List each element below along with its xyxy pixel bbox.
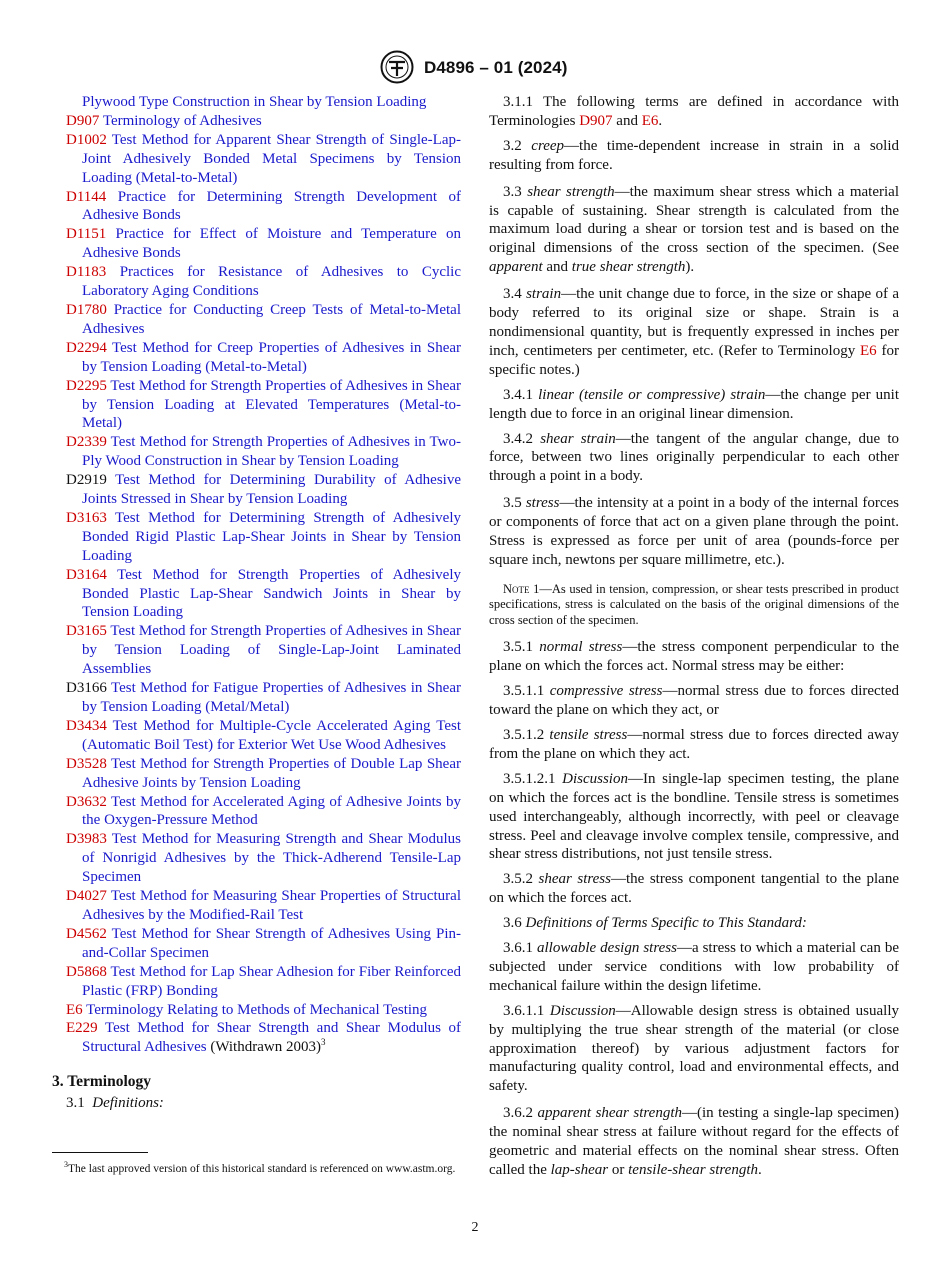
reference-title-link[interactable]: Test Method for Measuring Shear Properties of Structural Adhesives by the Modified-Rail Test [82, 888, 462, 923]
page-number: 2 [471, 1220, 479, 1235]
para-3-6-2: 3.6.2 apparent shear strength—(in testing a single-lap specimen) the nominal shear stress at failure without regard for the effects of geometric and material effects on the nominal shear stress. Often called the lap-shear or tensile-shear strength. [489, 1105, 900, 1178]
para-3-5-1-1: 3.5.1.1 compressive stress—normal stress due to forces directed toward the plane on which they act, or [489, 683, 900, 719]
reference-code-link[interactable]: D3983 [66, 831, 107, 848]
para-3-5-1-2-1: 3.5.1.2.1 Discussion—In single-lap specimen testing, the plane on which the forces act is the bondline. Tensile stress is sometimes used interchangeably, although incorrectly, with peel or cleavage stress. Peel and cleavage involve complex tensile, compressive, and shear stress distributions, not just tensile stress. [489, 770, 899, 863]
left-column [52, 93, 461, 1113]
para-3-5-2: 3.5.2 shear stress—the stress component tangential to the plane on which the forces act. [489, 871, 899, 907]
reference-item [52, 131, 461, 188]
reference-title-link[interactable]: Test Method for Determining Strength of Adhesively Bonded Rigid Plastic Lap-Shear Joints in Shear by Tension Loading [82, 509, 461, 564]
para-3-3: 3.3 shear strength—the maximum shear stress which a material is capable of sustaining. Shear strength is calculated from the maximum load during a shear or torsion test and is based on the original dimensions of the cross section of the specimen. (See apparent and true shear strength). [489, 183, 899, 276]
reference-code-link[interactable]: D1151 [66, 226, 107, 243]
reference-code-link[interactable]: D3163 [66, 509, 107, 526]
reference-title-link[interactable]: Practice for Effect of Moisture and Temperature on Adhesive Bonds [82, 226, 462, 262]
reference-title-link[interactable]: Test Method for Strength Properties of Adhesives in Shear by Tension Loading of Single-Lap-Joint Laminated Assemblies [82, 623, 462, 678]
reference-item [52, 1001, 461, 1020]
astm-logo-icon [380, 50, 414, 84]
reference-title-link[interactable]: Practice for Conducting Creep Tests of Metal-to-Metal Adhesives [82, 301, 461, 337]
para-3-5-1: 3.5.1 normal stress—the stress component perpendicular to the plane on which the forces act. Normal stress may be either: [489, 639, 899, 675]
reference-code-link[interactable]: D3434 [66, 717, 107, 734]
reference-item [52, 793, 461, 831]
reference-item [52, 93, 461, 112]
reference-item [52, 755, 461, 793]
reference-code-link[interactable]: D4027 [66, 888, 107, 905]
reference-code-link[interactable]: D5868 [66, 963, 107, 980]
reference-code-link[interactable]: D907 [66, 112, 100, 129]
reference-item [52, 339, 461, 377]
para-3-6-1-1: 3.6.1.1 Discussion—Allowable design stress is obtained usually by multiplying the true shear strength of the material (or close approximation thereof) by various adjustment factors for manufacturing quality control, load and environmental effects, and safety. [489, 1002, 899, 1095]
reference-item [52, 963, 461, 1001]
reference-title-link[interactable]: Test Method for Multiple-Cycle Accelerated Aging Test (Automatic Boil Test) for Exterior Wet Use Wood Adhesives [82, 717, 461, 753]
reference-item [52, 225, 461, 263]
reference-title-link[interactable]: Terminology Relating to Methods of Mechanical Testing [86, 1001, 428, 1018]
reference-code-link[interactable]: D3166 [66, 680, 107, 697]
reference-code-link[interactable]: D4562 [66, 925, 107, 942]
reference-code-link[interactable]: D3165 [66, 623, 107, 640]
reference-title-link[interactable]: Test Method for Measuring Strength and Shear Modulus of Nonrigid Adhesives by the Thick-Adherend Tensile-Lap Specimen [82, 831, 461, 886]
reference-code-link[interactable]: D1144 [66, 188, 107, 205]
link-e6[interactable]: E6 [641, 112, 659, 129]
link-e6-note[interactable]: E6 [860, 342, 877, 359]
reference-item [52, 112, 461, 131]
reference-code-link[interactable]: D2339 [66, 434, 107, 451]
reference-title-link[interactable]: Test Method for Lap Shear Adhesion for Fiber Reinforced Plastic (FRP) Bonding [82, 963, 461, 999]
reference-title-link[interactable]: Terminology of Adhesives [102, 112, 262, 129]
reference-item [52, 887, 461, 925]
reference-list [52, 93, 461, 1057]
reference-item [52, 717, 461, 755]
note-1: Note 1—As used in tension, compression, or shear tests prescribed in product specifications, stress is calculated on the basis of the original dimensions of the cross section of the specimen. [489, 581, 899, 627]
reference-code-link[interactable]: E229 [66, 1020, 98, 1037]
reference-code-link[interactable]: D3632 [66, 793, 107, 810]
reference-title-link[interactable]: Test Method for Shear Strength and Shear Modulus of Structural Adhesives [82, 1020, 462, 1056]
para-3-4-2: 3.4.2 shear strain—the tangent of the angular change, due to force, between two lines originally perpendicular to each other through a point in a body. [489, 430, 899, 485]
para-3-2: 3.2 creep—the time-dependent increase in strain in a solid resulting from force. [489, 137, 899, 173]
para-3-5: 3.5 stress—the intensity at a point in a body of the internal forces or components of force that act on a given plane through the point. Stress is expressed as force per unit of area (pounds-force per square inch, newtons per square millimetre, etc.). [489, 495, 899, 568]
reference-item [52, 509, 461, 566]
reference-title-link[interactable]: Test Method for Shear Strength of Adhesives Using Pin-and-Collar Specimen [82, 925, 461, 961]
reference-title-link[interactable]: Practice for Determining Strength Development of Adhesive Bonds [82, 188, 461, 224]
reference-item [52, 188, 461, 226]
reference-withdrawn-note: (Withdrawn 2003) [206, 1039, 321, 1056]
reference-title-link[interactable]: Test Method for Fatigue Properties of Adhesives in Shear by Tension Loading (Metal/Metal) [82, 680, 461, 715]
reference-code-link[interactable]: D1002 [66, 131, 107, 148]
reference-code-link[interactable]: D2294 [66, 339, 107, 356]
reference-item [52, 679, 461, 717]
footnote-divider [52, 1152, 148, 1153]
reference-title-link[interactable]: Test Method for Strength Properties of Double Lap Shear Adhesive Joints by Tension Loading [82, 755, 461, 791]
reference-code-link[interactable]: D1780 [66, 301, 107, 318]
reference-title-link[interactable]: Test Method for Apparent Shear Strength of Single-Lap-Joint Adhesively Bonded Metal Specimens by Tension Loading (Metal-to-Metal) [82, 131, 461, 186]
reference-title-link[interactable]: Test Method for Strength Properties of Adhesives in Shear by Tension Loading at Elevated Temperatures (Metal-to-Metal) [82, 377, 462, 432]
para-3-6: 3.6 Definitions of Terms Specific to This Standard: [503, 915, 807, 932]
reference-title-link[interactable]: Test Method for Creep Properties of Adhesives in Shear by Tension Loading (Metal-to-Metal) [82, 339, 462, 375]
para-3-5-1-2: 3.5.1.2 tensile stress—normal stress due to forces directed away from the plane on which they act. [489, 726, 899, 762]
para-3-4: 3.4 strain—the unit change due to force, in the size or shape of a body referred to its original size or shape. Strain is a nondimensional quantity, but is frequently expressed in inches per inch, centimeters per centimeter, etc. (Refer to Terminology E6 for specific notes.) [489, 286, 900, 378]
footnote: $^3$The last approved version of this historical standard is referenced on www.astm.org. [64, 1160, 456, 1175]
reference-item [52, 1019, 461, 1057]
para-3-1-1: 3.1.1 The following terms are defined in accordance with Terminologies D907 and E6. [489, 94, 899, 129]
definitions-intro: 3.1 Definitions: [66, 1095, 164, 1112]
reference-code-link[interactable]: D2919 [66, 472, 107, 489]
reference-item [52, 301, 461, 339]
page-header [0, 50, 950, 84]
reference-item [52, 377, 461, 434]
reference-code-link[interactable]: E6 [66, 1001, 83, 1018]
reference-title-link[interactable]: Plywood Type Construction in Shear by Tension Loading [82, 94, 427, 110]
reference-title-link[interactable]: Test Method for Determining Durability of Adhesive Joints Stressed in Shear by Tension Loading [82, 472, 461, 508]
reference-code-link[interactable]: D3528 [66, 755, 107, 772]
footnote-marker: 3 [320, 1037, 326, 1048]
reference-title-link[interactable]: Test Method for Strength Properties of Adhesively Bonded Plastic Lap-Shear Sandwich Joints in Shear by Tension Loading [82, 566, 461, 621]
link-d907[interactable]: D907 [579, 112, 613, 129]
para-3-4-1: 3.4.1 linear (tensile or compressive) strain—the change per unit length due to force in an original linear dimension. [489, 386, 900, 422]
reference-item [52, 433, 461, 471]
reference-item [52, 471, 461, 509]
reference-code-link[interactable]: D1183 [66, 264, 107, 281]
reference-title-link[interactable]: Practices for Resistance of Adhesives to Cyclic Laboratory Aging Conditions [82, 264, 461, 300]
reference-item [52, 830, 461, 887]
right-column [489, 93, 899, 1186]
reference-item [52, 622, 461, 679]
reference-item [52, 263, 461, 301]
reference-code-link[interactable]: D3164 [66, 566, 107, 583]
reference-title-link[interactable]: Test Method for Strength Properties of Adhesives in Two-Ply Wood Construction in Shear by Tension Loading [82, 434, 461, 470]
document-title: D4896 – 01 (2024) [424, 58, 568, 77]
para-3-6-1: 3.6.1 allowable design stress—a stress to which a material can be subjected under service conditions with low probability of mechanical failure within the design lifetime. [489, 940, 899, 994]
reference-code-link[interactable]: D2295 [66, 377, 107, 394]
reference-title-link[interactable]: Test Method for Accelerated Aging of Adhesive Joints by the Oxygen-Pressure Method [82, 793, 461, 829]
section-heading: 3. Terminology [52, 1073, 152, 1091]
reference-item [52, 925, 461, 963]
reference-item [52, 566, 461, 623]
